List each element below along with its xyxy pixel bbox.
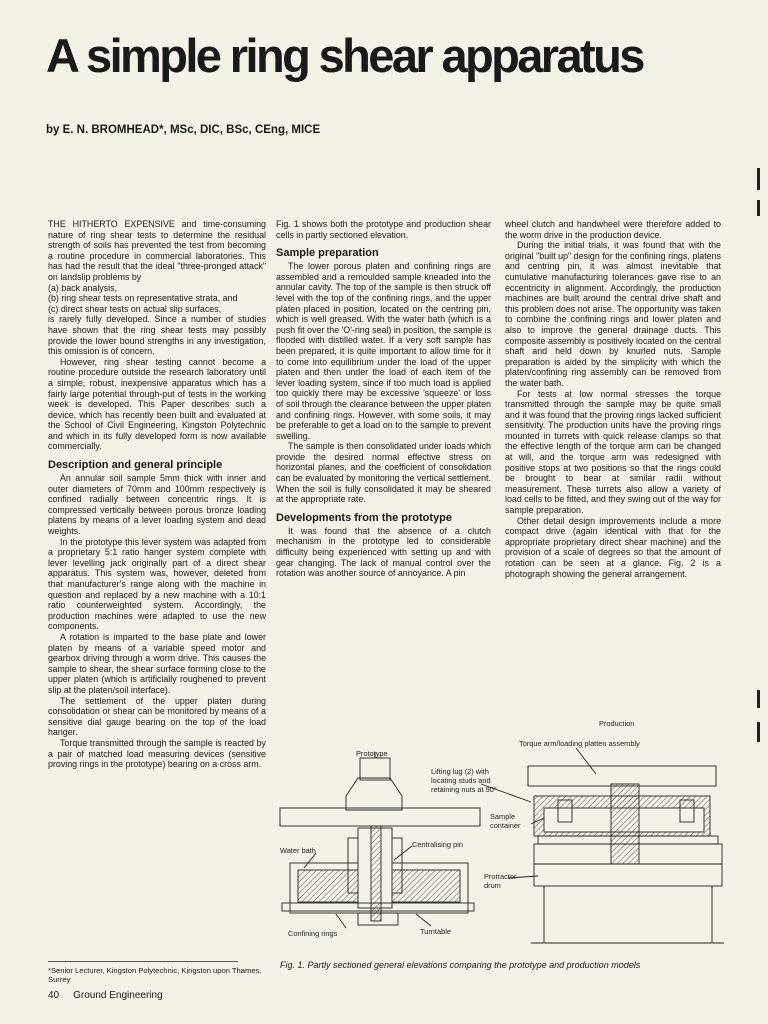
text-column-3 [505, 219, 721, 579]
figure-caption: Fig. 1. Partly sectioned general elevations comparing the prototype and production models [280, 960, 641, 970]
list-item: (c) direct shear tests on actual slip surfaces, [48, 303, 222, 314]
journal-name: Ground Engineering [73, 990, 163, 1001]
label-sample: container [490, 821, 521, 830]
section-heading: Sample preparation [276, 247, 379, 260]
edge-mark [757, 690, 760, 708]
paragraph: THE HITHERTO EXPENSIVE and time-consuming nature of ring shear tests to determine the residual strength of soils has prevented the test from becoming a routine procedure in commercial laboratories. This has had the result that the ideal "three-pronged attack" on landslip problems by [48, 219, 266, 282]
paragraph: A rotation is imparted to the base plate and lower platen by means of a variable speed motor and gearbox driving through a worm drive. This causes the sample to shear, the shear surface forming close to the upper platen (which is artificially roughened to prevent slip at the platen/soil interface). [48, 631, 266, 695]
paragraph: In the prototype this lever system was adapted from a proprietary 5:1 ratio hanger system complete with lever levelling jack originally part of a direct shear apparatus. This system was, however, deleted from that manufacturer's range along with the machine in question and replaced by a new machine with a 10:1 ratio counterweighted system. Accordingly, the production machines were adapted to use the new components. [48, 536, 266, 632]
edge-mark [757, 168, 760, 190]
label-torque-arm: Torque arm/loading platten assembly [519, 739, 640, 748]
production-drawing [528, 766, 724, 943]
label-sample: Sample [490, 812, 516, 821]
label-protractor: drum [484, 881, 501, 890]
label-confining-rings: Confining rings [288, 929, 338, 938]
paragraph: Fig. 1 shows both the prototype and production shear cells in partly sectioned elevation. [276, 219, 491, 240]
page-footer [48, 990, 177, 1001]
text-column-1 [48, 219, 266, 770]
paragraph: An annular soil sample 5mm thick with inner and outer diameters of 70mm and 100mm respectively is confined radially between concentric rings. It is compressed vertically between porous bronze loading platens by means of a lever loading system and dead weights. [48, 473, 266, 537]
label-production: Production [599, 719, 635, 728]
article-title: A simple ring shear apparatus [46, 29, 643, 82]
label-prototype: Prototype [356, 749, 388, 758]
footnote-divider [48, 961, 238, 962]
label-water-bath: Water bath [280, 846, 316, 855]
figure-1-diagram [276, 718, 736, 954]
section-heading: Developments from the prototype [276, 511, 453, 524]
footnote: *Senior Lecturer, Kingston Polytechnic, Kingston upon Thames, Surrey [48, 966, 262, 984]
paragraph: For tests at low normal stresses the torque transmitted through the sample may be quite small and it was found that the proving rings lacked sufficient sensitivity. The production units have the proving rings mounted in turrets with quick release clamps so that the effective length of the torque arm can be changed at will, and the torque arm was redesigned with positive stops at two positions so that the rings could be brought to bear at similar radii without measurement. These turrets also allow a variety of load cells to be fitted, and they swing out of the way for sample preparation. [505, 388, 721, 516]
label-centralising-pin: Centralising pin [412, 840, 463, 849]
edge-mark [757, 722, 760, 742]
list-item: (a) back analysis, [48, 282, 118, 293]
list-item: (b) ring shear tests on representative strata, and [48, 293, 238, 304]
paragraph: is rarely fully developed. Since a number of studies have shown that the ring shear tests may possibly provide the lower bound strengths in any investigation, this omission is of concern. [48, 314, 266, 357]
label-protractor: Protractor [484, 872, 517, 881]
paragraph: It was found that the absence of a clutch mechanism in the prototype led to considerable difficulty being experienced with setting up and with gear changing. The lack of manual control over the rotation was another source of annoyance. A pin [276, 525, 491, 579]
problem-list [48, 283, 266, 315]
page-number: 40 [48, 990, 60, 1001]
paragraph: The lower porous platen and confining rings are assembled and a remoulded sample kneaded into the annular cavity. The top of the sample is then struck off level with the top of the confining rings, and the upper platen placed in position, located on the centring pin, which is well greased. With the water bath (which is a push fit over the 'O'-ring seal) in position, the sample is flooded with distilled water. If a very soft sample has been prepared, it is quite important to allow time for it to come into equilibrium under the load of the upper platen and then under the load of each item of the lever loading system, since if too much load is applied too quickly there may be excessive 'squeeze' or loss of soil through the clearance between the upper platen and confining rings. However, with some soils, it may be preferable to get a load on to the sample to prevent swelling. [276, 261, 492, 441]
label-lifting-lug: retaining nuts at 90° [431, 785, 497, 794]
paragraph: During the initial trials, it was found that with the original "built up" design for the confining rings, platens and centring pin, it was almost inevitable that cumulative manufacturing tolerances gave rise to an eccentricity in alignment. Accordingly, the production machines are built around the central drive shaft and this problem does not arise. The opportunity was taken to combine the confining rings and lower platen and also to improve the general drainage ducts. This composite assembly is positively located on the central shaft and held down by knurled nuts. Sample preparation is aided by the simplicity with which the platen/confining ring assembly can be removed from the water bath. [505, 240, 721, 388]
paragraph: Torque transmitted through the sample is reacted by a pair of matched load measuring devices (sensitive proving rings in the prototype) bearing on a cross arm. [48, 737, 266, 770]
label-lifting-lug: locating studs and [431, 776, 491, 785]
label-turntable: Turntable [420, 927, 451, 936]
paragraph: wheel clutch and handwheel were therefore added to the worm drive in the production device. [505, 219, 721, 240]
section-heading: Description and general principle [48, 459, 223, 472]
paragraph: The settlement of the upper platen during consolidation or shear can be monitored by means of a sensitive dial gauge bearing on the top of the load hanger. [48, 695, 266, 738]
paragraph: However, ring shear testing cannot become a routine procedure outside the research laboratory until a simple, robust, inexpensive apparatus which has a fairly large potential through-put of tests in the working week is developed. This Paper describes such a device, which has recently been built and evaluated at the School of Civil Engineering, Kingston Polytechnic and which in its fully developed form is now available commercially. [48, 356, 266, 452]
author-byline: by E. N. BROMHEAD*, MSc, DIC, BSc, CEng, MICE [46, 124, 321, 136]
paragraph: The sample is then consolidated under loads which provide the desired normal effective stress on horizontal planes, and the coefficient of consolidation can be evaluated by monitoring the vertical settlement. When the soil is fully consolidated it may be sheared at the appropriate rate. [276, 441, 491, 505]
label-lifting-lug: Lifting lug (2) with [431, 767, 489, 776]
paragraph: Other detail design improvements include a more compact drive (again identical with that for the appropriate proprietary direct shear machine) and the provision of a scale of degrees so that the amount of rotation can be seen at a glance. Fig. 2 is a photograph showing the general arrangement. [505, 515, 721, 579]
text-column-2 [276, 219, 491, 579]
edge-mark [757, 200, 760, 216]
